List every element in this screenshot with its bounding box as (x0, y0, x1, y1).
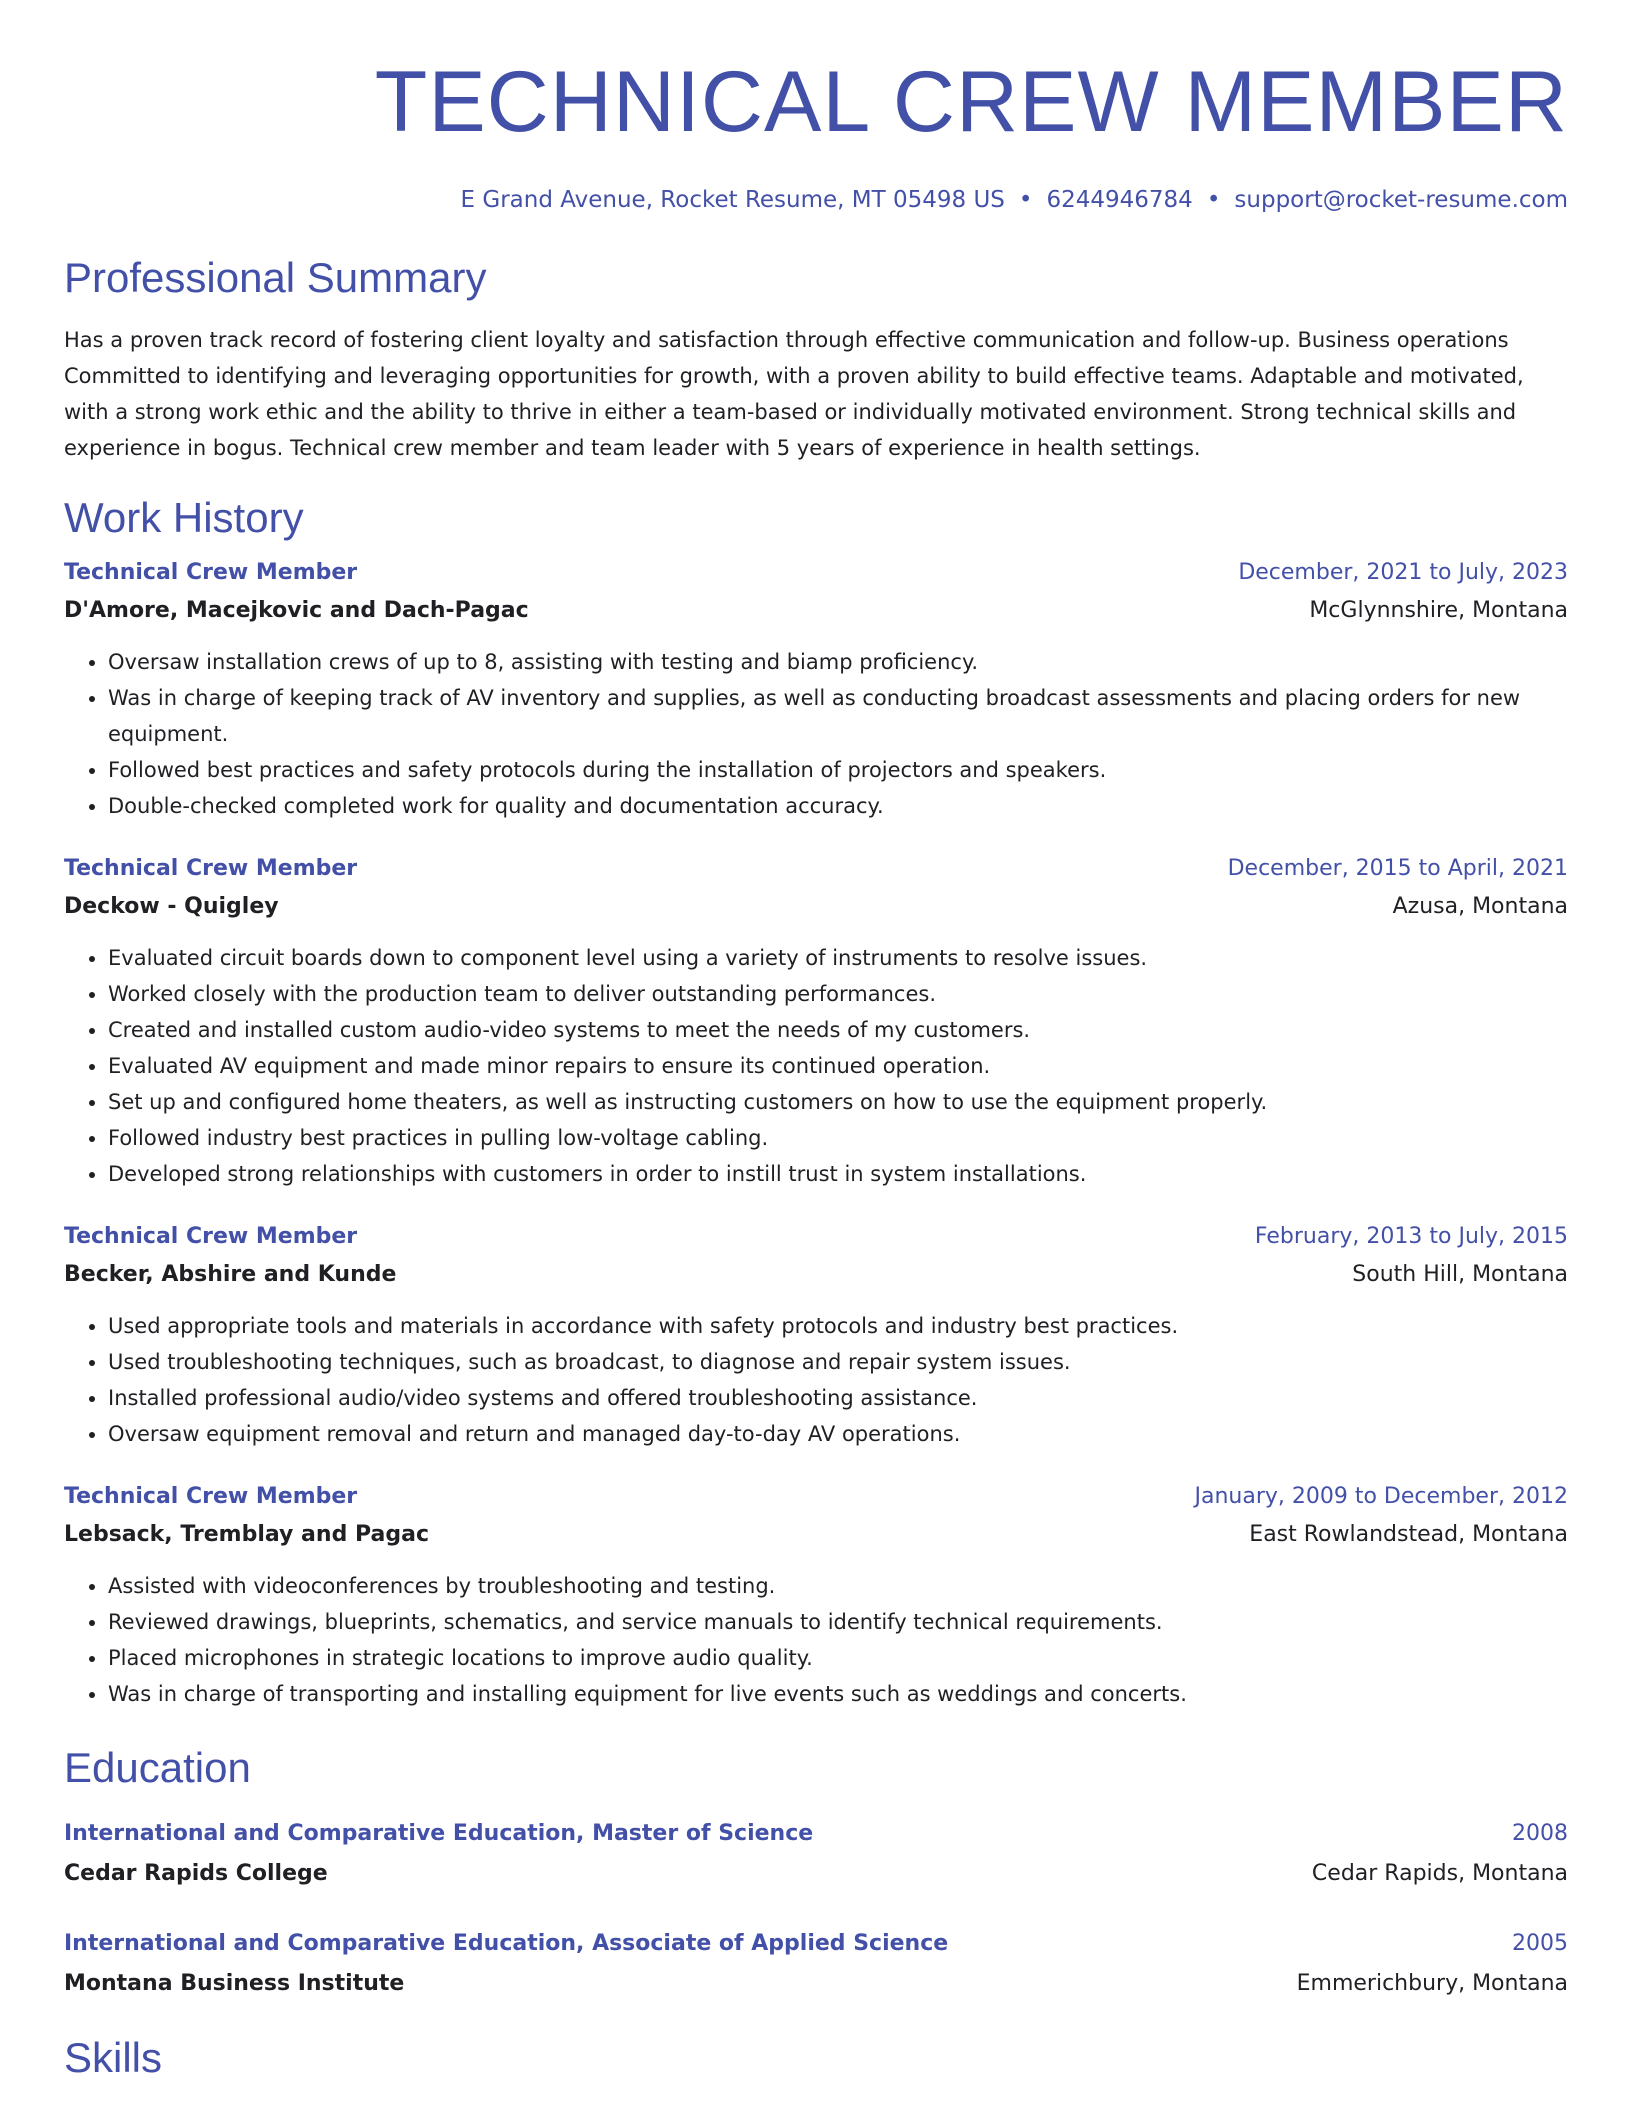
contact-address: E Grand Avenue, Rocket Resume, MT 05498 US (460, 187, 1005, 213)
education-location: Emmerichbury, Montana (1296, 1971, 1568, 1996)
contact-phone: 6244946784 (1046, 187, 1193, 213)
summary-text: Has a proven track record of fostering client loyalty and satisfaction through effective communication and follow-up. Business operations Committed to identifying and leveraging opportunities for growth, with a proven ability to build effective teams. Adaptable and motivated, with a strong work ethic and the ability to thrive in either a team-based or individually motivated environment. Strong technical skills and experience in bogus. Technical crew member and team leader with 5 years of experience in health settings. (64, 328, 1524, 460)
education-location: Cedar Rapids, Montana (1311, 1861, 1568, 1886)
education-entry (64, 1924, 1568, 2004)
job-bullet: • Installed professional audio/video systems and offered troubleshooting assistance. (108, 1380, 1568, 1416)
work-history-heading: Work History (64, 494, 304, 541)
resume-name: TECHNICAL CREW MEMBER (374, 54, 1568, 150)
job-bullet: • Placed microphones in strategic locations to improve audio quality. (108, 1640, 1568, 1676)
work-history-list (64, 554, 1568, 1712)
job-role: Technical Crew Member (64, 1484, 358, 1509)
job-company: D'Amore, Macejkovic and Dach-Pagac (64, 598, 529, 623)
job-bullets (64, 1568, 1568, 1712)
job-bullet: • Reviewed drawings, blueprints, schematics, and service manuals to identify technical requirements. (108, 1604, 1568, 1640)
job-location: Azusa, Montana (1392, 894, 1568, 919)
job-company-row (64, 592, 1568, 630)
education-school-row (64, 1964, 1568, 2004)
job-bullet: • Used troubleshooting techniques, such as broadcast, to diagnose and repair system issues. (108, 1344, 1568, 1380)
job-bullet: • Set up and configured home theaters, as well as instructing customers on how to use the equipment properly. (108, 1084, 1568, 1120)
job-dates: December, 2021 to July, 2023 (1238, 560, 1568, 585)
job-bullets (64, 644, 1568, 824)
job-company-row (64, 1516, 1568, 1554)
job-dates: February, 2013 to July, 2015 (1254, 1224, 1568, 1249)
education-header-row (64, 1924, 1568, 1964)
job-entry (64, 850, 1568, 1192)
job-dates: December, 2015 to April, 2021 (1227, 856, 1568, 881)
education-school: Cedar Rapids College (64, 1861, 328, 1886)
job-role: Technical Crew Member (64, 560, 358, 585)
education-school: Montana Business Institute (64, 1971, 405, 1996)
job-header-row (64, 554, 1568, 592)
education-year: 2005 (1512, 1931, 1568, 1956)
job-location: East Rowlandstead, Montana (1249, 1522, 1568, 1547)
contact-line (64, 184, 1568, 216)
job-bullet: • Evaluated AV equipment and made minor repairs to ensure its continued operation. (108, 1048, 1568, 1084)
education-degree: International and Comparative Education, Master of Science (64, 1821, 814, 1846)
job-bullet: • Oversaw installation crews of up to 8, assisting with testing and biamp proficiency. (108, 644, 1568, 680)
job-bullet: • Evaluated circuit boards down to component level using a variety of instruments to resolve issues. (108, 940, 1568, 976)
resume-page (64, 0, 1568, 2084)
job-entry (64, 1478, 1568, 1712)
job-bullet: • Followed best practices and safety protocols during the installation of projectors and speakers. (108, 752, 1568, 788)
education-heading: Education (64, 1744, 251, 1791)
education-year: 2008 (1512, 1821, 1568, 1846)
skills-heading: Skills (64, 2034, 163, 2081)
job-bullets (64, 1308, 1568, 1452)
job-bullet: • Assisted with videoconferences by troubleshooting and testing. (108, 1568, 1568, 1604)
contact-separator: • (1206, 187, 1221, 213)
education-degree: International and Comparative Education, Associate of Applied Science (64, 1931, 949, 1956)
job-company: Deckow - Quigley (64, 894, 279, 919)
job-entry (64, 554, 1568, 824)
contact-separator: • (1018, 187, 1033, 213)
education-school-row (64, 1854, 1568, 1894)
job-bullet: • Used appropriate tools and materials in accordance with safety protocols and industry best practices. (108, 1308, 1568, 1344)
contact-email[interactable]: support@rocket-resume.com (1234, 187, 1568, 213)
job-bullet: • Double-checked completed work for quality and documentation accuracy. (108, 788, 1568, 824)
job-bullet: • Was in charge of keeping track of AV inventory and supplies, as well as conducting broadcast assessments and placing orders for new equipment. (108, 680, 1568, 752)
job-role: Technical Crew Member (64, 856, 358, 881)
job-company-row (64, 888, 1568, 926)
job-entry (64, 1218, 1568, 1452)
job-bullet: • Was in charge of transporting and installing equipment for live events such as weddings and concerts. (108, 1676, 1568, 1712)
job-dates: January, 2009 to December, 2012 (1194, 1484, 1568, 1509)
job-bullet: • Created and installed custom audio-video systems to meet the needs of my customers. (108, 1012, 1568, 1048)
summary-heading: Professional Summary (64, 254, 487, 301)
job-bullet: • Oversaw equipment removal and return and managed day-to-day AV operations. (108, 1416, 1568, 1452)
job-company: Becker, Abshire and Kunde (64, 1262, 397, 1287)
education-header-row (64, 1814, 1568, 1854)
job-header-row (64, 850, 1568, 888)
education-entry (64, 1814, 1568, 1894)
job-bullets (64, 940, 1568, 1192)
job-company: Lebsack, Tremblay and Pagac (64, 1522, 429, 1547)
job-bullet: • Worked closely with the production team to deliver outstanding performances. (108, 976, 1568, 1012)
job-bullet: • Developed strong relationships with customers in order to instill trust in system installations. (108, 1156, 1568, 1192)
job-bullet: • Followed industry best practices in pulling low-voltage cabling. (108, 1120, 1568, 1156)
job-location: McGlynnshire, Montana (1309, 598, 1568, 623)
job-location: South Hill, Montana (1352, 1262, 1568, 1287)
job-company-row (64, 1256, 1568, 1294)
resume-header (64, 0, 1568, 216)
job-role: Technical Crew Member (64, 1224, 358, 1249)
job-header-row (64, 1218, 1568, 1256)
job-header-row (64, 1478, 1568, 1516)
